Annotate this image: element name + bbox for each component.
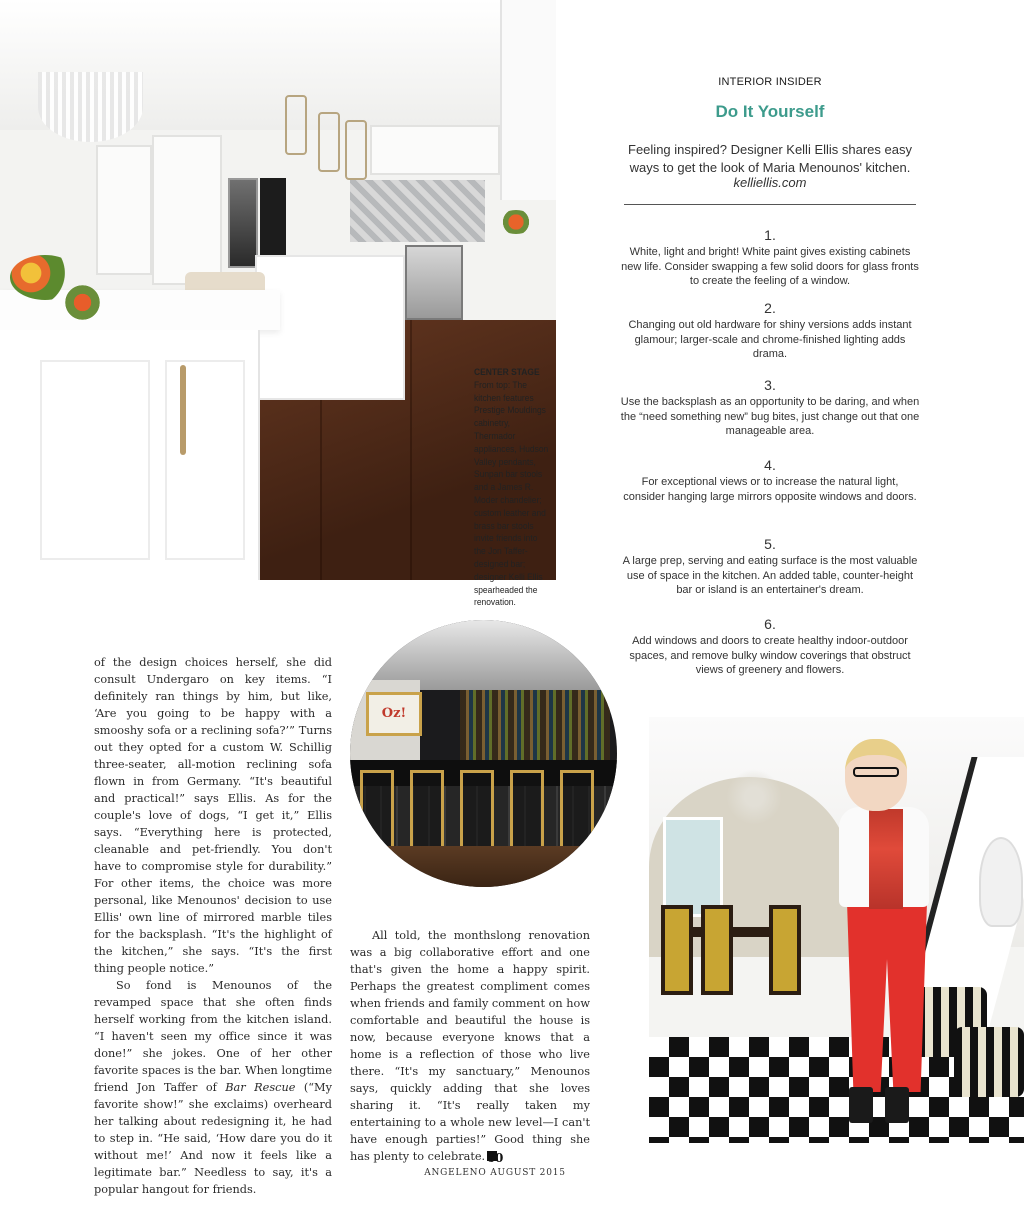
tip-number: 2.: [764, 300, 776, 316]
crystal-chandelier: [38, 72, 143, 142]
wall-cabinet: [96, 145, 152, 275]
bar-photo: [350, 620, 617, 887]
floor-seam: [410, 320, 412, 580]
sidebar-title: Do It Yourself: [715, 102, 825, 121]
tip-text: Changing out old hardware for shiny versions adds instant glamour; larger-scale and chrome-finished lighting adds drama.: [628, 319, 912, 360]
tip-number: 4.: [764, 457, 776, 473]
range-stove: [405, 245, 463, 320]
bar-stool: [510, 770, 544, 850]
bar-sign: Oz!: [366, 692, 422, 736]
bar-stool: [560, 770, 594, 850]
tip-item: [620, 457, 920, 504]
page-number: 60: [486, 1151, 504, 1165]
article-text: So fond is Menounos of the revamped space that she often finds herself working from the kitchen island. “I haven't seen my office since it was done!” she jokes. One of her other favorite spaces is the bar. When longtime friend Jon Taffer of: [94, 979, 332, 1094]
island-panel: [165, 360, 245, 560]
chandelier: [719, 767, 789, 827]
designer-portrait-photo: [649, 717, 1024, 1143]
wall-oven: [228, 178, 258, 268]
red-scarf: [869, 809, 903, 909]
bar-stool: [460, 770, 494, 850]
caption-title: CENTER STAGE: [474, 367, 540, 377]
article-column-left: [94, 654, 332, 1198]
window: [663, 817, 723, 917]
dining-chair: [661, 905, 693, 995]
tip-item: [620, 536, 920, 598]
divider: [624, 204, 916, 205]
section-label: INTERIOR INSIDER: [718, 76, 822, 88]
show-title: Bar Rescue: [225, 1081, 296, 1094]
upper-cabinet: [370, 125, 500, 175]
kitchen-photo: [0, 0, 556, 580]
designer-website-link[interactable]: kelliellis.com: [733, 175, 807, 190]
brass-handle: [180, 365, 186, 455]
tip-item: [620, 616, 920, 678]
tip-text: Add windows and doors to create healthy indoor-outdoor spaces, and remove bulky window coverings that obstruct views of greenery and flowers.: [629, 635, 911, 676]
dining-chair: [701, 905, 733, 995]
caption-body: From top: The kitchen features Prestige Mouldings cabinetry, Thermador appliances, Hudson Valley pendants, Sunpan bar stools and a James R. Moder chandelier; custom leather and brass bar stools invite friends into the Jon Taffer-designed bar; designer Kelli Ellis spearheaded the renovation.: [474, 379, 549, 608]
bar-stool: [410, 770, 444, 850]
tip-text: White, light and bright! White paint gives existing cabinets new life. Consider swapping a few solid doors for glass fronts to create the feeling of a window.: [621, 246, 919, 287]
pendant-light: [285, 95, 307, 155]
flower-arrangement: [60, 285, 105, 320]
article-column-middle: [350, 927, 590, 1165]
liquor-shelves: [460, 690, 610, 765]
striped-bench: [954, 1027, 1024, 1097]
article-text: (“My favorite show!” she exclaims) overheard her talking about redesigning it, he had to step in. “He said, ‘How dare you do it without me!’ And now it feels like a legitimate bar.” Needless to say, it's a popular hangout for friends.: [94, 1081, 332, 1196]
photo-caption: [474, 366, 549, 609]
tip-number: 3.: [764, 377, 776, 393]
article-paragraph: of the design choices herself, she did consult Undergaro on key items. “I definitely ran things by him, but like, ‘Are you going to be happy with a smooshy sofa or a reclining sofa?’” Turns out they opted for a custom W. Schillig three-seater, all-motion reclining sofa flown in from Germany. “It's beautiful and practical!” says Ellis. As for the couple's love of dogs, “I get it,” Ellis says. “Everything here is protected, cleanable and pet-friendly. You don't have to compromise style for durability.” For other items, the choice was more personal, like Menounos' decision to use Ellis' own line of mirrored marble tiles for the backsplash. “It's the highlight of the kitchen,” she says. “It's the first thing people notice.”: [94, 656, 332, 975]
article-paragraph: [350, 927, 590, 1165]
tip-text: Use the backsplash as an opportunity to be daring, and when the “need something new” bug bites, just change out that one manageable area.: [620, 396, 920, 437]
island-panel: [40, 360, 150, 560]
tip-number: 6.: [764, 616, 776, 632]
article-text: All told, the monthslong renovation was a big collaborative effort and one that's given the home a happy spirit. Perhaps the greatest compliment comes when friends and family comment on how comfortable and beautiful the house is now, because everyone knows that a home is a reflection of those who live there. “It's my sanctuary,” Menounos says, quickly adding that she loves sharing it. “It's really taken my entertaining to a whole new level—I can't have enough parties!” Good thing she has plenty to celebrate.: [350, 929, 590, 1163]
tip-text: For exceptional views or to increase the natural light, consider hanging large mirrors opposite windows and doors.: [623, 476, 917, 503]
tip-number: 1.: [764, 227, 776, 243]
ceramic-vase: [979, 837, 1023, 927]
tip-item: [620, 227, 920, 289]
flower-arrangement: [498, 210, 534, 234]
sidebar-intro: Feeling inspired? Designer Kelli Ellis shares easy ways to get the look of Maria Menounos' kitchen.: [628, 142, 912, 175]
folio: ANGELENO AUGUST 2015: [424, 1168, 566, 1178]
white-column: [500, 0, 556, 200]
boot: [885, 1087, 909, 1123]
bar-stool: [360, 770, 394, 850]
tip-item: [620, 300, 920, 362]
dining-chair: [769, 905, 801, 995]
wall-cabinet: [152, 135, 222, 285]
tile-backsplash: [350, 180, 485, 242]
tip-text: A large prep, serving and eating surface is the most valuable use of space in the kitchen. An added table, counter-height bar or island is an entertainer's dream.: [622, 555, 918, 596]
pendant-light: [318, 112, 340, 172]
pendant-light: [345, 120, 367, 180]
bar-floor: [350, 846, 617, 887]
glasses: [853, 767, 899, 777]
tip-item: [620, 377, 920, 439]
tip-number: 5.: [764, 536, 776, 552]
boot: [849, 1087, 873, 1123]
